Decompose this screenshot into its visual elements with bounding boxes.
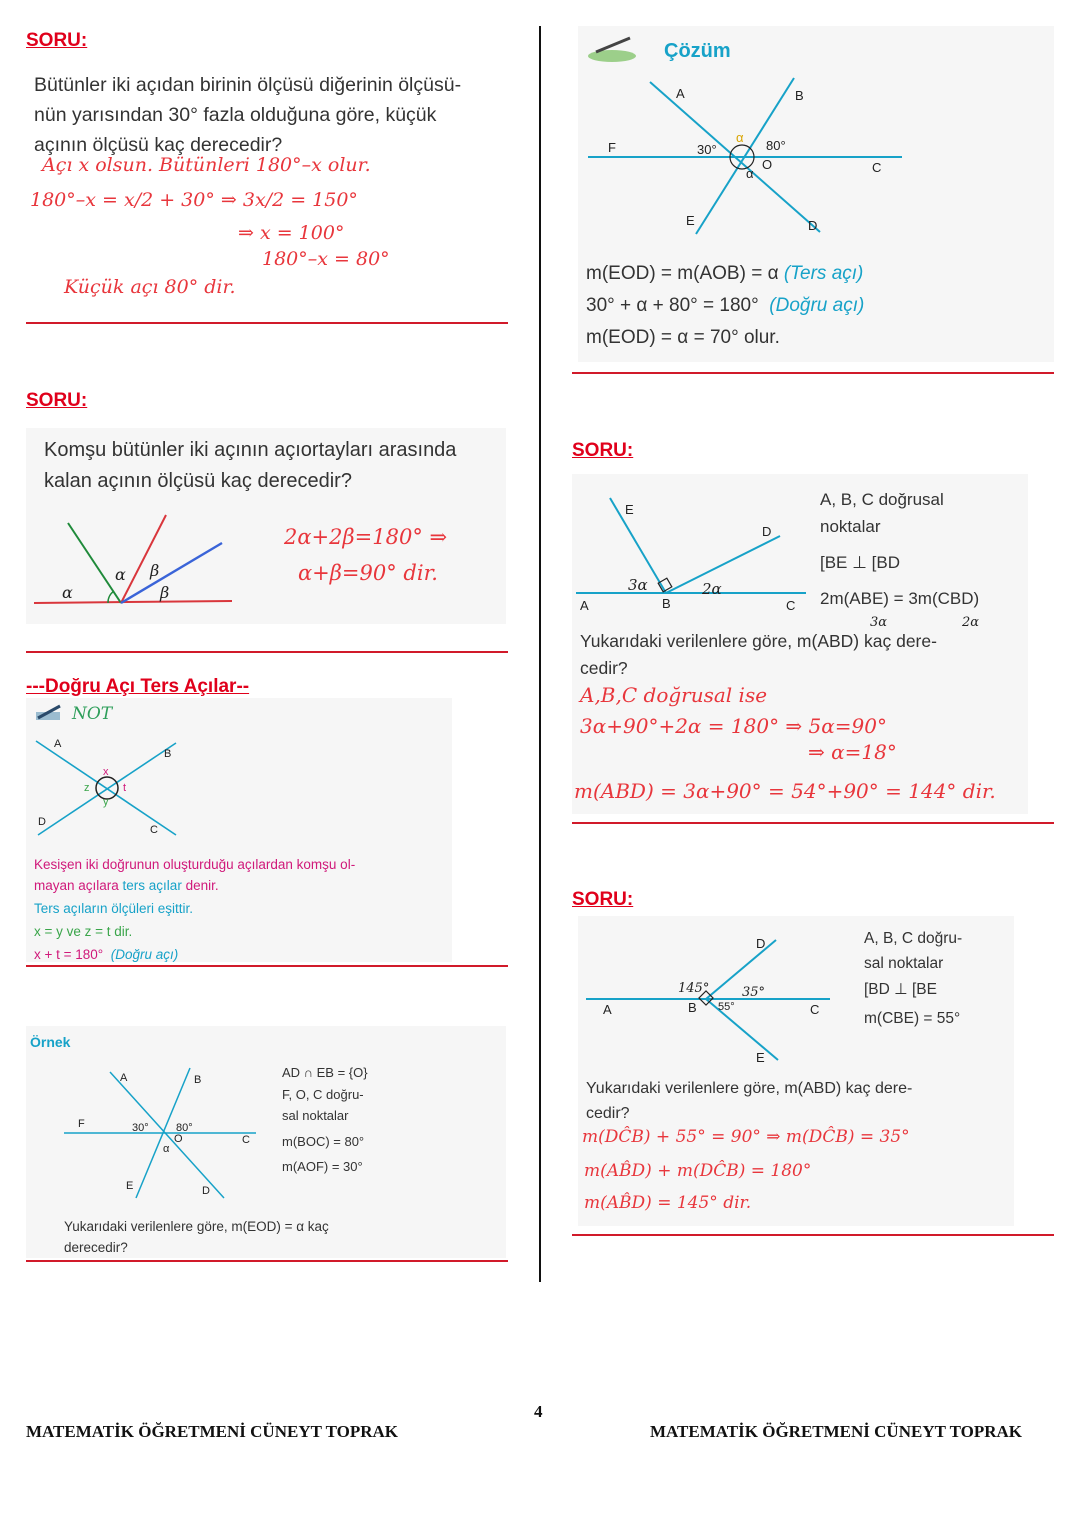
- solution-eq-note: (Doğru açı): [769, 295, 865, 316]
- q3-label-A: A: [580, 598, 589, 613]
- q1-text-line: açının ölçüsü kaç derecedir?: [34, 134, 283, 156]
- note-line: [34, 944, 454, 965]
- solution-label-F: F: [608, 140, 616, 155]
- note-line: Ters açıların ölçüleri eşittir.: [34, 901, 194, 916]
- q3-given: [BE ⊥ [BD: [820, 553, 900, 572]
- example-label-B: B: [194, 1074, 202, 1086]
- note-pen-icon: [34, 704, 64, 722]
- q4-given: [BD ⊥ [BE: [864, 981, 937, 998]
- section-title: ---Doğru Açı Ters Açılar--: [26, 676, 250, 697]
- solution-label-80: 80°: [766, 138, 786, 153]
- q1-solution-line: 180°–x = 80°: [262, 248, 390, 270]
- note-label-y: y: [103, 796, 109, 808]
- page-number: 4: [534, 1402, 543, 1421]
- q1-text-line: Bütünler iki açıdan birinin ölçüsü diğerinin ölçüsü-: [34, 74, 462, 96]
- q4-givens: [864, 926, 962, 1031]
- q2-label-alpha: α: [115, 565, 126, 584]
- q3-solution-line: A,B,C doğrusal ise: [580, 683, 768, 707]
- q3-solution-line: ⇒ α=18°: [808, 740, 897, 764]
- q3-label-2alpha: 2α: [702, 580, 722, 598]
- q2-label-alpha: α: [62, 583, 73, 602]
- note-text: [34, 854, 454, 965]
- divider: [26, 322, 508, 324]
- note-label-A: A: [54, 738, 62, 750]
- q3-label-C: C: [786, 598, 796, 613]
- q4-label-E: E: [756, 1050, 765, 1065]
- q2-solution-line: 2α+2β=180° ⇒: [284, 525, 448, 549]
- divider: [572, 822, 1054, 824]
- solution-eq: [586, 290, 864, 321]
- q1-text: [34, 70, 504, 160]
- footer-left-author: MATEMATİK ÖĞRETMENİ CÜNEYT TOPRAK: [26, 1422, 398, 1441]
- note-line: x = y ve z = t dir.: [34, 924, 133, 939]
- note-eq: x + t = 180°: [34, 947, 104, 962]
- q4-label-C: C: [810, 1002, 820, 1017]
- q3-label-E: E: [625, 502, 634, 517]
- example-given: m(AOF) = 30°: [282, 1159, 363, 1174]
- example-label-alpha: α: [163, 1143, 170, 1155]
- solution-eq-text: m(EOD) = m(AOB) = α: [586, 263, 779, 284]
- divider: [26, 965, 508, 967]
- example-label-F: F: [78, 1118, 85, 1130]
- example-label-D: D: [202, 1185, 210, 1197]
- divider: [26, 651, 508, 653]
- example-given: AD ∩ EB = {O}: [282, 1065, 368, 1080]
- column-divider: [539, 26, 541, 1282]
- divider: [26, 1260, 508, 1262]
- q3-given: noktalar: [820, 517, 881, 536]
- example-given: sal noktalar: [282, 1108, 349, 1123]
- solution-label-alpha: α: [746, 166, 754, 181]
- solution-eq-note: (Ters açı): [783, 263, 864, 284]
- q4-given: A, B, C doğru-: [864, 930, 963, 947]
- note-label-D: D: [38, 816, 46, 828]
- q3-label-B: B: [662, 596, 671, 611]
- q2-heading: SORU:: [26, 390, 88, 411]
- note-eq-note: (Doğru açı): [110, 947, 179, 962]
- q3-diagram: [574, 490, 810, 610]
- q1-solution-line: 180°–x = x/2 + 30° ⇒ 3x/2 = 150°: [30, 189, 358, 211]
- q4-question-line: Yukarıdaki verilenlere göre, m(ABD) kaç dere-: [586, 1080, 913, 1097]
- q3-solution-line: 3α+90°+2α = 180° ⇒ 5α=90°: [580, 714, 887, 738]
- q3-solution-line: m(ABD) = 3α+90° = 54°+90° = 144° dir.: [574, 779, 996, 803]
- example-question-line: derecedir?: [64, 1240, 128, 1255]
- q3-given: 2m(ABE) = 3m(CBD): [820, 589, 980, 608]
- example-title: Örnek: [30, 1034, 71, 1050]
- q4-solution-line: m(AB̂D) + m(DĈB) = 180°: [584, 1161, 812, 1181]
- divider: [572, 1234, 1054, 1236]
- example-label-80: 80°: [176, 1122, 193, 1134]
- q3-label-3alpha: 3α: [628, 576, 648, 594]
- example-label-C: C: [242, 1134, 250, 1146]
- q4-label-35: 35°: [742, 985, 766, 1000]
- example-label-O: O: [174, 1133, 183, 1145]
- solution-title: Çözüm: [664, 40, 731, 62]
- note-line: Kesişen iki doğrunun oluşturduğu açılardan komşu ol-: [34, 857, 356, 872]
- note-label-C: C: [150, 824, 158, 836]
- q4-heading: SORU:: [572, 889, 634, 910]
- q3-given: A, B, C doğrusal: [820, 490, 944, 509]
- example-given: F, O, C doğru-: [282, 1086, 364, 1102]
- q2-text-line: kalan açının ölçüsü kaç derecedir?: [44, 470, 352, 492]
- example-diagram: [60, 1060, 270, 1210]
- q2-solution-line: α+β=90° dir.: [298, 561, 438, 585]
- divider: [572, 372, 1054, 374]
- q4-solution-line: m(DĈB) + 55° = 90° ⇒ m(DĈB) = 35°: [582, 1127, 910, 1147]
- solution-diagram: [584, 74, 914, 244]
- q3-question: [580, 628, 1020, 682]
- solution-label-B: B: [795, 88, 804, 103]
- example-given: m(BOC) = 80°: [282, 1133, 365, 1149]
- q3-under-label: 3α: [870, 615, 888, 630]
- example-label-30: 30°: [132, 1122, 149, 1134]
- q1-solution-line: ⇒ x = 100°: [238, 222, 345, 244]
- q2-text-line: Komşu bütünler iki açının açıortayları arasında: [44, 439, 457, 461]
- solution-label-D: D: [808, 218, 818, 233]
- note-term: ters açılar: [122, 878, 182, 893]
- q1-solution-line: Küçük açı 80° dir.: [64, 276, 236, 298]
- footer-right-author: MATEMATİK ÖĞRETMENİ CÜNEYT TOPRAK: [650, 1422, 1022, 1441]
- q1-text-line: nün yarısından 30° fazla olduğuna göre, küçük: [34, 104, 437, 126]
- note-label-x: x: [103, 766, 109, 778]
- note-line: [34, 875, 454, 896]
- q4-given: m(CBE) = 55°: [864, 1010, 961, 1027]
- q4-label-D: D: [756, 936, 766, 951]
- example-givens: [282, 1062, 482, 1178]
- q3-givens: [820, 486, 979, 612]
- q4-label-B: B: [688, 1000, 697, 1015]
- note-label-t: t: [123, 782, 127, 794]
- q2-label-beta: β: [150, 561, 160, 580]
- example-question-line: Yukarıdaki verilenlere göre, m(EOD) = α kaç: [64, 1219, 329, 1234]
- q4-label-55: 55°: [718, 1001, 735, 1013]
- solution-pen-icon: [586, 34, 642, 64]
- solution-label-A: A: [676, 86, 685, 101]
- q4-question-line: cedir?: [586, 1105, 630, 1122]
- solution-eq: m(EOD) = α = 70° olur.: [586, 327, 780, 348]
- q4-given: sal noktalar: [864, 955, 944, 972]
- q3-question-line: Yukarıdaki verilenlere göre, m(ABD) kaç dere-: [580, 631, 937, 651]
- q4-question: [586, 1076, 1012, 1126]
- q3-label-D: D: [762, 524, 772, 539]
- note-title: NOT: [72, 704, 113, 724]
- q2-label-beta: β: [160, 583, 170, 602]
- note-line-part: denir.: [181, 878, 219, 893]
- example-label-A: A: [120, 1072, 128, 1084]
- q1-heading: SORU:: [26, 30, 88, 51]
- q1-solution-line: Açı x olsun. Bütünleri 180°–x olur.: [42, 154, 371, 176]
- solution-label-E: E: [686, 213, 695, 228]
- note-label-B: B: [164, 748, 172, 760]
- example-question: [64, 1216, 484, 1258]
- note-line-part: mayan açılara: [34, 878, 123, 893]
- q2-text: [44, 435, 494, 497]
- solution-label-O: O: [762, 157, 773, 172]
- q3-question-line: cedir?: [580, 658, 628, 678]
- solution-label-30: 30°: [697, 142, 717, 157]
- solution-eq-text: 30° + α + 80° = 180°: [586, 295, 759, 316]
- note-label-z: z: [84, 782, 90, 794]
- q3-heading: SORU:: [572, 440, 634, 461]
- q3-under-label: 2α: [962, 615, 980, 630]
- q4-label-145: 145°: [678, 981, 710, 996]
- solution-label-C: C: [872, 160, 882, 175]
- q4-solution-line: m(AB̂D) = 145° dir.: [584, 1193, 752, 1213]
- q4-label-A: A: [603, 1002, 612, 1017]
- solution-label-alpha: α: [736, 130, 744, 145]
- example-label-E: E: [126, 1180, 134, 1192]
- solution-eq: [586, 258, 863, 289]
